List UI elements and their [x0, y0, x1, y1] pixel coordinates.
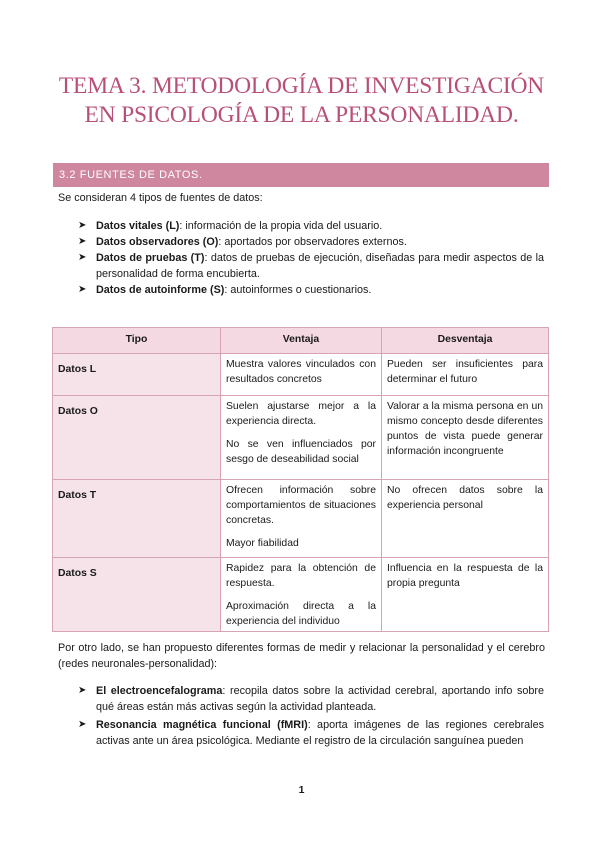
- cell-text: Valorar a la misma persona en un mismo concepto desde diferentes puntos de vista puede generar información incongruente: [387, 401, 543, 457]
- intro-paragraph: Se consideran 4 tipos de fuentes de datos:: [58, 192, 263, 204]
- data-sources-list: [78, 218, 544, 298]
- list-item: [78, 717, 544, 749]
- table-row: [53, 354, 549, 396]
- cell-text: No se ven influenciados por sesgo de deseabilidad social: [226, 439, 376, 465]
- cell-text: Rapidez para la obtención de respuesta.: [226, 563, 376, 589]
- table-row: [53, 480, 549, 558]
- cell-desventaja: [382, 354, 549, 396]
- title-line-2: EN PSICOLOGÍA DE LA PERSONALIDAD.: [84, 102, 519, 128]
- list-item-desc: : datos de pruebas de ejecución, diseñadas para medir aspectos de la personalidad de forma encubierta.: [96, 252, 544, 280]
- list-item-desc: : autoinformes o cuestionarios.: [224, 284, 372, 296]
- list-item-term: Datos vitales (L): [96, 220, 180, 232]
- cell-text: Suelen ajustarse mejor a la experiencia directa.: [226, 401, 376, 427]
- cell-tipo: Datos L: [53, 354, 221, 396]
- cell-text: Ofrecen información sobre comportamientos de situaciones concretas.: [226, 485, 376, 526]
- list-item: [78, 218, 544, 234]
- column-header-ventaja: Ventaja: [221, 328, 382, 354]
- cell-text: Pueden ser insuficientes para determinar el futuro: [387, 359, 543, 385]
- cell-tipo: Datos S: [53, 558, 221, 632]
- cell-tipo: Datos O: [53, 396, 221, 480]
- list-item: [78, 683, 544, 715]
- arrow-bullet-icon: ➤: [78, 252, 87, 263]
- table-row: [53, 396, 549, 480]
- cell-desventaja: [382, 480, 549, 558]
- table-row: [53, 558, 549, 632]
- cell-text: Influencia en la respuesta de la propia pregunta: [387, 563, 543, 589]
- cell-desventaja: [382, 396, 549, 480]
- document-title: [30, 72, 573, 130]
- cell-ventaja: [221, 558, 382, 632]
- list-item-term: Datos de autoinforme (S): [96, 284, 225, 296]
- list-item-term: Resonancia magnética funcional (fMRI): [96, 719, 308, 731]
- arrow-bullet-icon: ➤: [78, 685, 87, 696]
- list-item-desc: : recopila datos sobre la actividad cerebral, aportando info sobre qué áreas están más activas según la actividad planteada.: [96, 685, 544, 713]
- cell-text: Mayor fiabilidad: [226, 538, 299, 549]
- section-heading: 3.2 FUENTES DE DATOS.: [53, 163, 549, 187]
- list-item: [78, 282, 544, 298]
- title-line-1: TEMA 3. METODOLOGÍA DE INVESTIGACIÓN: [58, 73, 545, 99]
- cell-text: Aproximación directa a la experiencia del individuo: [226, 601, 376, 627]
- data-types-table: [52, 327, 549, 632]
- brain-methods-list: [78, 683, 544, 749]
- list-item-desc: : aporta imágenes de las regiones cerebrales activas ante un área psicológica. Mediante el registro de la circulación sanguínea pueden: [96, 719, 544, 747]
- column-header-tipo: Tipo: [53, 328, 221, 354]
- body-paragraph: Por otro lado, se han propuesto diferentes formas de medir y relacionar la personalidad y el cerebro (redes neuronales-personalidad):: [58, 642, 545, 670]
- list-item: [78, 250, 544, 282]
- list-item: [78, 234, 544, 250]
- list-item-term: Datos observadores (O): [96, 236, 219, 248]
- list-item-term: El electroencefalograma: [96, 685, 223, 697]
- cell-tipo: Datos T: [53, 480, 221, 558]
- cell-text: No ofrecen datos sobre la experiencia personal: [387, 485, 543, 511]
- cell-ventaja: [221, 396, 382, 480]
- cell-ventaja: [221, 480, 382, 558]
- cell-desventaja: [382, 558, 549, 632]
- list-item-desc: : aportados por observadores externos.: [218, 236, 407, 248]
- column-header-desventaja: Desventaja: [382, 328, 549, 354]
- list-item-desc: : información de la propia vida del usuario.: [179, 220, 383, 232]
- arrow-bullet-icon: ➤: [78, 284, 87, 295]
- arrow-bullet-icon: ➤: [78, 236, 87, 247]
- cell-ventaja: [221, 354, 382, 396]
- page-number: 1: [298, 784, 305, 796]
- table-header-row: [53, 328, 549, 354]
- arrow-bullet-icon: ➤: [78, 719, 87, 730]
- cell-text: Muestra valores vinculados con resultados concretos: [226, 359, 376, 385]
- arrow-bullet-icon: ➤: [78, 220, 87, 231]
- list-item-term: Datos de pruebas (T): [96, 252, 205, 264]
